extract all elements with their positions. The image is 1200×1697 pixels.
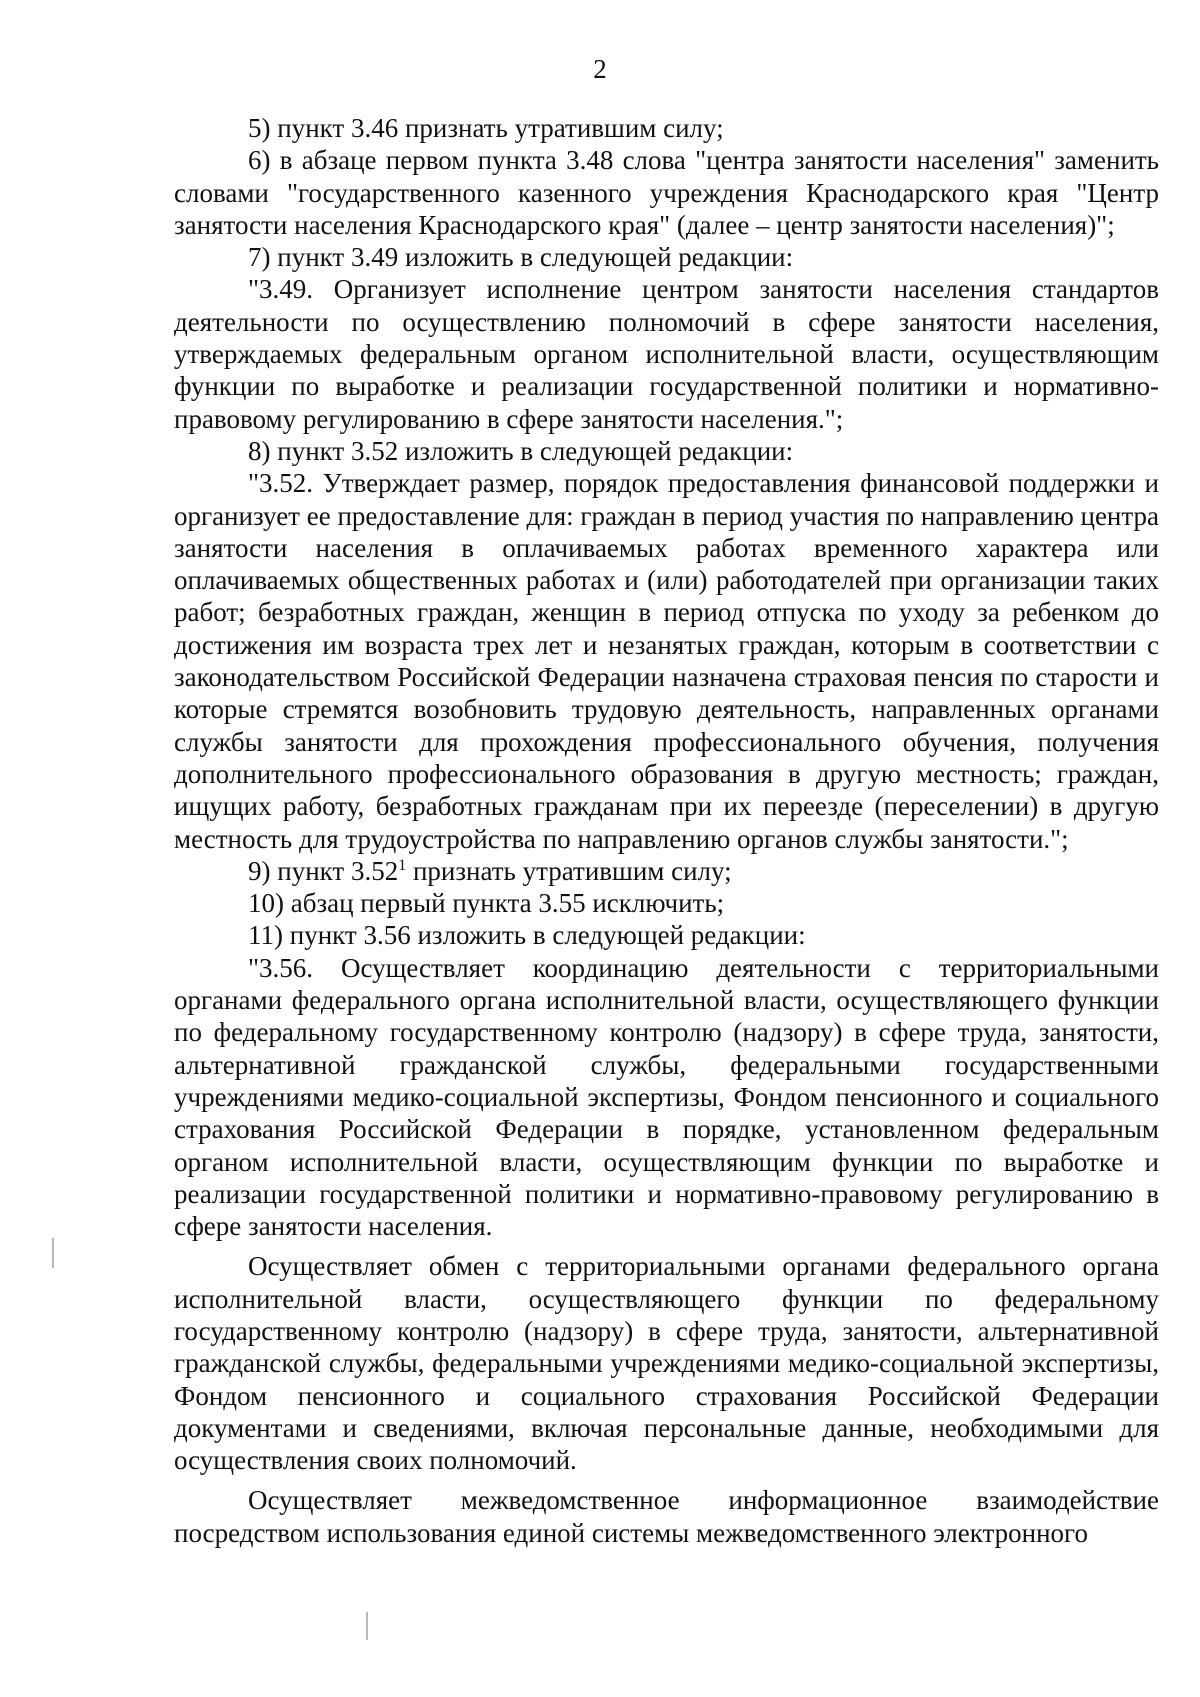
paragraph-interaction: Осуществляет межведомственное информационное взаимодействие посредством использования единой системы межведомственного электронного	[174, 1485, 1159, 1548]
item-9-text-before: 9) пункт 3.52	[248, 855, 399, 886]
item-9-text-after: признать утратившим силу;	[406, 855, 732, 886]
paragraph-item-10: 10) абзац первый пункта 3.55 исключить;	[248, 888, 725, 919]
page-number: 2	[593, 54, 607, 84]
scan-speck-bottom	[366, 1612, 368, 1640]
paragraph-item-9	[174, 855, 1159, 887]
paragraph-quote-3-56: "3.56. Осуществляет координацию деятельности с территориальными органами федерального органа исполнительной власти, осуществляющего функции по федеральному государственному контролю (надзору) в сфере труда, занятости, альтернативной гражданской службы, федеральными государственными учреждениями медико-социальной экспертизы, Фондом пенсионного и социального страхования Российской Федерации в порядке, установленном федеральным органом исполнительной власти, осуществляющим функции по выработке и реализации государственной политики и нормативно-правовому регулированию в сфере занятости населения.	[174, 952, 1159, 1242]
scan-speck-left	[52, 1238, 54, 1268]
superscript-one: 1	[398, 856, 407, 874]
document-body	[174, 112, 1159, 1549]
paragraph-quote-3-49: "3.49. Организует исполнение центром занятости населения стандартов деятельности по осуществлению полномочий в сфере занятости населения, утверждаемых федеральным органом исполнительной власти, осуществляющим функции по выработке и реализации государственной политики и нормативно-правовому регулированию в сфере занятости населения.";	[174, 274, 1159, 434]
paragraph-quote-3-52: "3.52. Утверждает размер, порядок предоставления финансовой поддержки и организует ее предоставление для: граждан в период участия по направлению центра занятости населения в оплачиваемых работах временного характера или оплачиваемых общественных работах и (или) работодателей при организации таких работ; безработных граждан, женщин в период отпуска по уходу за ребенком до достижения им возраста трех лет и незанятых граждан, которым в соответствии с законодательством Российской Федерации назначена страховая пенсия по старости и которые стремятся возобновить трудовую деятельность, направленных органами службы занятости для прохождения профессионального обучения, получения дополнительного профессионального образования в другую местность; граждан, ищущих работу, безработных гражданам при их переезде (переселении) в другую местность для трудоустройства по направлению органов службы занятости.";	[174, 468, 1159, 854]
paragraph-item-11: 11) пункт 3.56 изложить в следующей редакции:	[248, 920, 806, 951]
paragraph-item-6: 6) в абзаце первом пункта 3.48 слова "центра занятости населения" заменить словами "государственного казенного учреждения Краснодарского края "Центр занятости населения Краснодарского края" (далее – центр занятости населения)";	[174, 145, 1159, 240]
paragraph-item-5: 5) пункт 3.46 признать утратившим силу;	[248, 113, 724, 143]
paragraph-item-8: 8) пункт 3.52 изложить в следующей редакции:	[248, 435, 794, 466]
paragraph-item-7: 7) пункт 3.49 изложить в следующей редакции:	[248, 242, 794, 273]
paragraph-exchange: Осуществляет обмен с территориальными органами федерального органа исполнительной власти, осуществляющего функции по федеральному государственному контролю (надзору) в сфере труда, занятости, альтернативной гражданской службы, федеральными учреждениями медико-социальной экспертизы, Фондом пенсионного и социального страхования Российской Федерации документами и сведениями, включая персональные данные, необходимыми для осуществления своих полномочий.	[174, 1251, 1159, 1476]
